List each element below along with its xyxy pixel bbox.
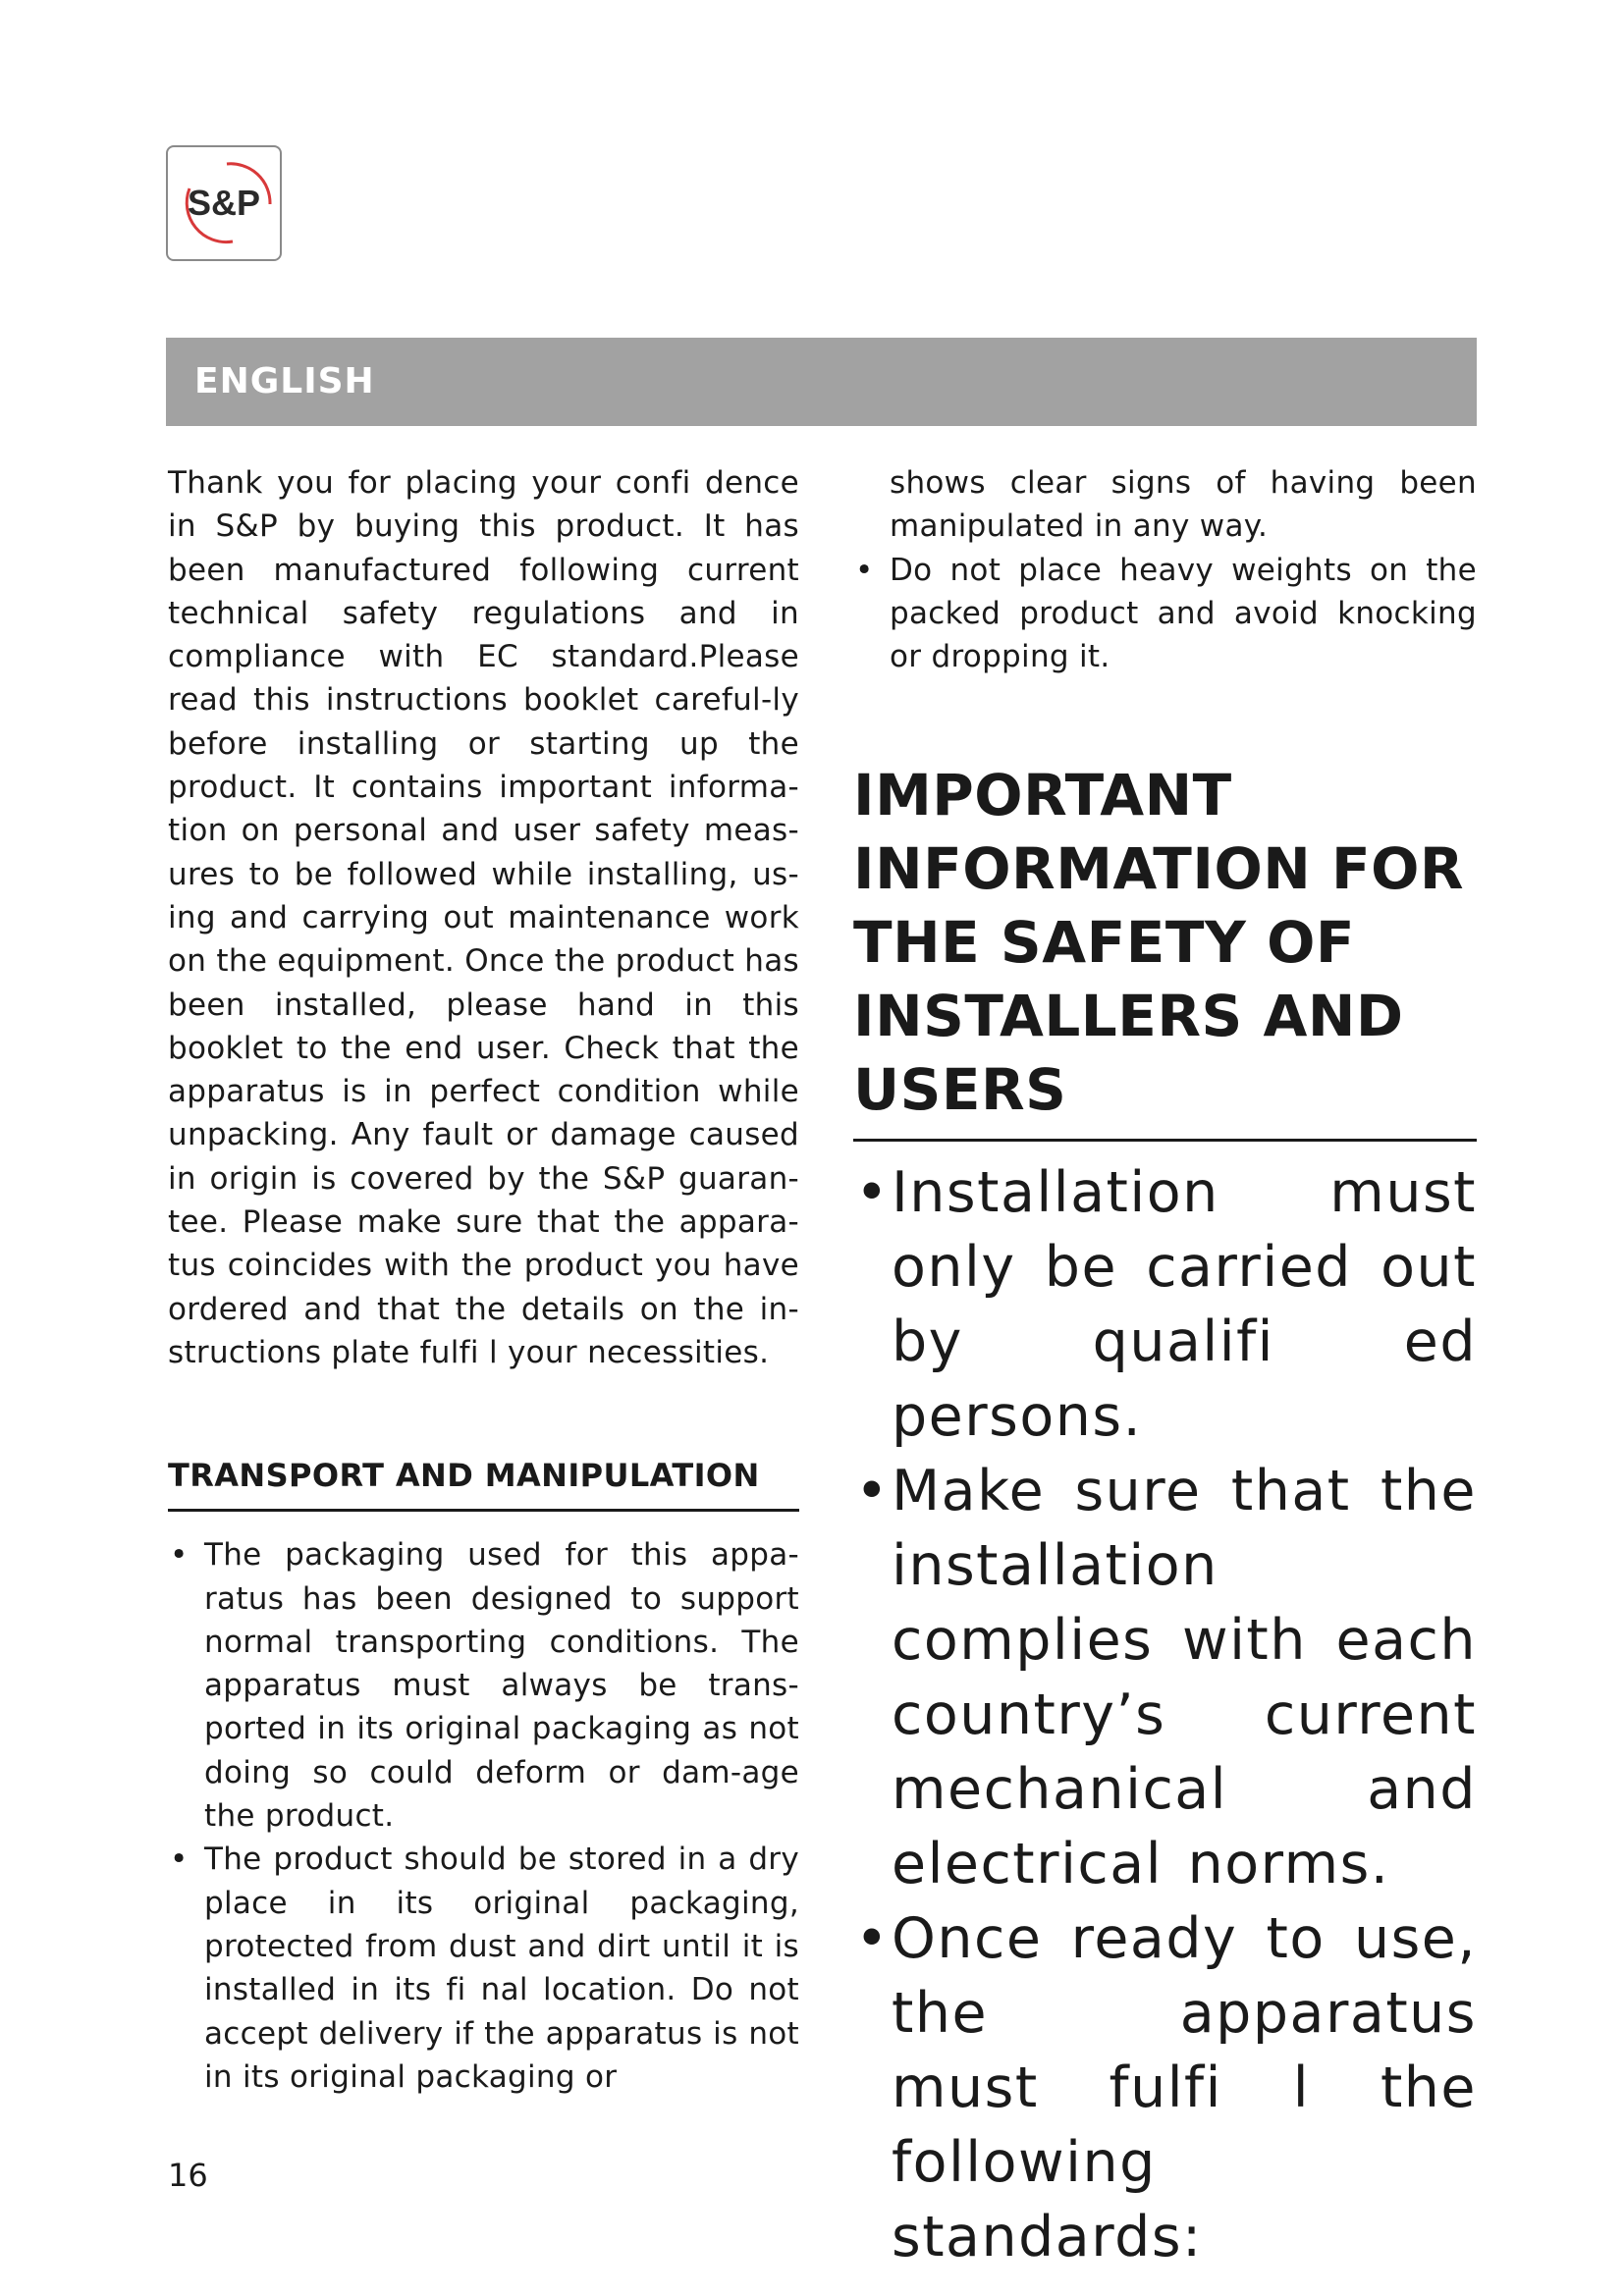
page-number: 16 <box>168 2157 208 2194</box>
list-item <box>168 1838 799 2099</box>
list-item <box>853 1901 1477 2274</box>
right-column <box>853 461 1477 2274</box>
list-item-continuation: shows clear signs of having been manipulated in any way. <box>890 465 1477 545</box>
list-item-text: Make sure that the installation complies with each country’s current mechanical and electrical norms. <box>892 1459 1477 1897</box>
list-item <box>853 1155 1477 1454</box>
list-item <box>853 1454 1477 1901</box>
list-item-text: Do not place heavy weights on the packed product and avoid knocking or dropping it. <box>890 552 1477 675</box>
bullet-icon: • <box>170 1842 189 1878</box>
list-item-text: Once ready to use, the apparatus must fulfi l the following standards: <box>892 1906 1477 2270</box>
language-label: ENGLISH <box>194 361 375 401</box>
bullet-icon: • <box>855 1906 891 1972</box>
list-item-text: Installation must only be carried out by qualifi ed persons. <box>892 1160 1477 1450</box>
transport-list <box>168 1533 799 2099</box>
list-item-text: The packaging used for this appa-ratus has been designed to support normal transporting conditions. The apparatus must always be trans-ported in its original packaging as not doing so could deform or dam-age the product. <box>204 1537 799 1835</box>
sp-logo-icon <box>168 147 280 259</box>
safety-heading: IMPORTANT INFORMATION FOR THE SAFETY OF INSTALLERS AND USERS <box>853 759 1477 1142</box>
bullet-icon: • <box>855 1459 891 1524</box>
transport-heading: TRANSPORT AND MANIPULATION <box>168 1454 799 1512</box>
list-item <box>853 549 1477 679</box>
intro-paragraph: Thank you for placing your confi dence in S&P by buying this product. It has been manufactured following current technical safety regulations and in compliance with EC standard.Please read this instructions booklet careful-ly before installing or starting up the product. It contains important informa-tion on personal and user safety meas-ures to be followed while installing, us-ing and carrying out maintenance work on the equipment. Once the product has been installed, please hand in this booklet to the end user. Check that the apparatus is in perfect condition while unpacking. Any fault or damage caused in origin is covered by the S&P guaran-tee. Please make sure that the appara-tus coincides with the product you have ordered and that the details on the in-structions plate fulfi l your necessities. <box>168 465 799 1370</box>
left-column <box>168 461 799 2099</box>
brand-logo <box>166 145 282 261</box>
transport-list-continued <box>853 549 1477 679</box>
list-item-text: The product should be stored in a dry place in its original packaging, protected from dust and dirt until it is installed in its fi nal location. Do not accept delivery if the apparatus is not in its original packaging or <box>204 1842 799 2095</box>
language-bar <box>166 338 1477 426</box>
list-item <box>168 1533 799 1838</box>
bullet-icon: • <box>855 552 874 588</box>
bullet-icon: • <box>855 1160 891 1226</box>
bullet-icon: • <box>170 1537 189 1574</box>
logo-text: S&P <box>187 183 261 223</box>
safety-list <box>853 1155 1477 2274</box>
